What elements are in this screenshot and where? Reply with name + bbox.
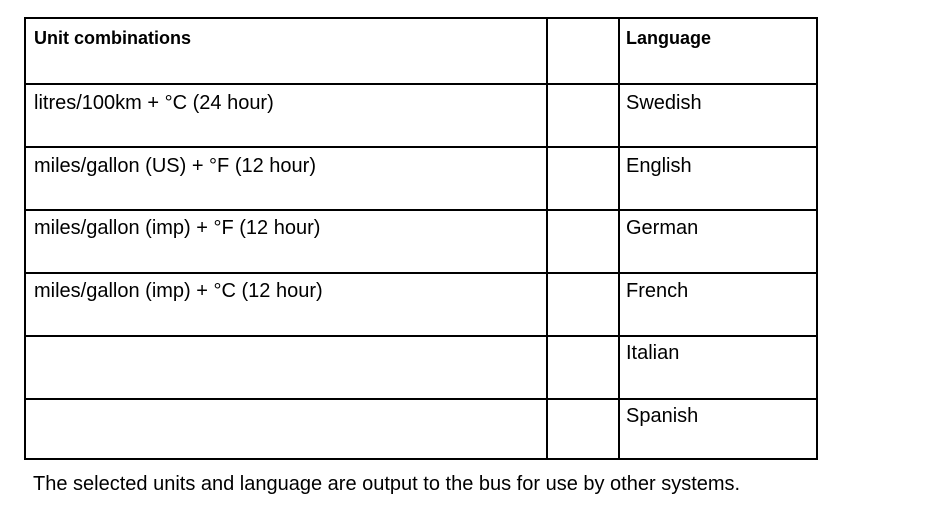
language-cell: Italian <box>626 342 680 364</box>
row-divider <box>26 146 816 148</box>
language-cell: German <box>626 217 699 239</box>
language-cell: English <box>626 155 692 177</box>
header-unit-combinations: Unit combinations <box>34 28 191 48</box>
language-cell: Spanish <box>626 405 699 427</box>
row-divider <box>26 83 816 85</box>
unit-cell: litres/100km + °C (24 hour) <box>34 92 274 114</box>
row-divider <box>26 335 816 337</box>
row-divider <box>26 272 816 274</box>
header-language: Language <box>626 28 712 48</box>
language-cell: Swedish <box>626 92 702 114</box>
unit-cell: miles/gallon (imp) + °F (12 hour) <box>34 217 321 239</box>
unit-cell: miles/gallon (US) + °F (12 hour) <box>34 155 316 177</box>
row-divider <box>26 398 816 400</box>
row-divider <box>26 209 816 211</box>
language-cell: French <box>626 280 689 302</box>
unit-cell: miles/gallon (imp) + °C (12 hour) <box>34 280 323 302</box>
table-caption: The selected units and language are output to the bus for use by other systems. <box>33 473 741 495</box>
unit-language-table <box>24 17 818 460</box>
